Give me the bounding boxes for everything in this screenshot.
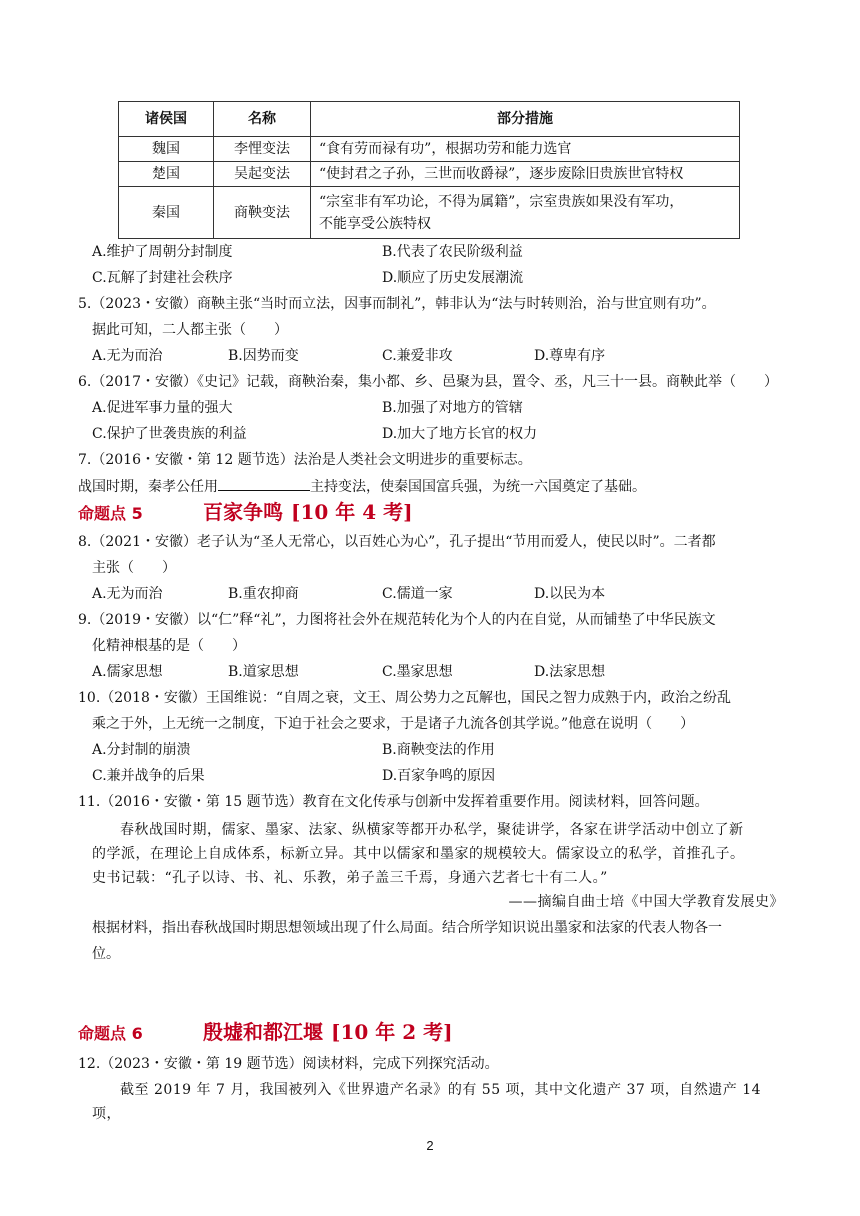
option-c: C.兼并战争的后果 bbox=[92, 768, 205, 784]
measure-cell bbox=[311, 187, 740, 239]
option-b: B.因势而变 bbox=[228, 348, 299, 364]
option-d: D.百家争鸣的原因 bbox=[382, 768, 496, 784]
option-a: A.分封制的崩溃 bbox=[92, 742, 191, 758]
question-9-text: 9.（2019・安徽）以“仁”释“礼”，力图将社会外在规范转化为个人的内在自觉，从而铺垫了中华民族文 bbox=[78, 612, 716, 628]
section-label: 命题点 6 bbox=[78, 1024, 143, 1043]
option-b: B.重农抑商 bbox=[228, 586, 299, 602]
section-count: [10 年 2 考] bbox=[331, 1020, 453, 1044]
question-5-text: 据此可知，二人都主张（ ） bbox=[92, 322, 288, 338]
page-number: 2 bbox=[426, 1138, 434, 1153]
state-cell: 魏国 bbox=[119, 137, 214, 162]
section-label: 命题点 5 bbox=[78, 504, 143, 523]
question-8-text: 主张（ ） bbox=[92, 560, 176, 576]
option-d: D.尊卑有序 bbox=[534, 348, 606, 364]
answer-blank[interactable] bbox=[218, 476, 310, 491]
option-a: A.无为而治 bbox=[92, 586, 163, 602]
material-line: 春秋战国时期，儒家、墨家、法家、纵横家等都开办私学，聚徒讲学，各家在讲学活动中创立了新 bbox=[120, 822, 744, 838]
question-11-text: 位。 bbox=[92, 946, 120, 962]
reform-table bbox=[118, 101, 740, 239]
table-row bbox=[119, 187, 740, 239]
measure-line: 不能享受公族特权 bbox=[319, 215, 431, 232]
question-7-fill bbox=[78, 476, 646, 497]
question-11-text: 根据材料，指出春秋战国时期思想领域出现了什么局面。结合所学知识说出墨家和法家的代表人物各一 bbox=[92, 920, 722, 936]
section-count: [10 年 4 考] bbox=[291, 500, 413, 524]
measure-line: “宗室非有军功论，不得为属籍”，宗室贵族如果没有军功， bbox=[319, 193, 684, 210]
question-10-text: 10.（2018・安徽）王国维说：“自周之衰，文王、周公势力之瓦解也，国民之智力成熟于内，政治之纷乱 bbox=[78, 690, 732, 706]
option-c: C.瓦解了封建社会秩序 bbox=[92, 270, 233, 286]
table-header: 名称 bbox=[214, 102, 311, 137]
material-passage bbox=[92, 1078, 784, 1126]
question-11-text: 11.（2016・安徽・第 15 题节选）教育在文化传承与创新中发挥着重要作用。阅读材料，回答问题。 bbox=[78, 794, 709, 810]
option-a: A.儒家思想 bbox=[92, 664, 163, 680]
question-7-text: 主持变法，使秦国国富兵强，为统一六国奠定了基础。 bbox=[310, 479, 646, 495]
table-header: 部分措施 bbox=[311, 102, 740, 137]
option-d: D.顺应了历史发展潮流 bbox=[382, 270, 524, 286]
question-10-text: 乘之于外，上无统一之制度，下迫于社会之要求，于是诸子九流各创其学说。”他意在说明（ ） bbox=[92, 716, 695, 732]
section-heading-6 bbox=[78, 1018, 453, 1049]
material-passage bbox=[92, 818, 784, 914]
material-source: ——摘编自曲士培《中国大学教育发展史》 bbox=[508, 894, 784, 910]
option-d: D.法家思想 bbox=[534, 664, 606, 680]
option-c: C.保护了世袭贵族的利益 bbox=[92, 426, 247, 442]
option-c: C.儒道一家 bbox=[382, 586, 453, 602]
option-d: D.加大了地方长官的权力 bbox=[382, 426, 538, 442]
option-a: A.促进军事力量的强大 bbox=[92, 400, 233, 416]
option-b: B.道家思想 bbox=[228, 664, 299, 680]
question-8-text: 8.（2021・安徽）老子认为“圣人无常心，以百姓心为心”，孔子提出“节用而爱人，使民以时”。二者都 bbox=[78, 534, 716, 550]
state-cell: 秦国 bbox=[119, 187, 214, 239]
option-b: B.商鞅变法的作用 bbox=[382, 742, 495, 758]
option-d: D.以民为本 bbox=[534, 586, 606, 602]
material-line: 截至 2019 年 7 月，我国被列入《世界遗产名录》的有 55 项，其中文化遗产 37 项，自然遗产 14 项， bbox=[92, 1082, 762, 1122]
question-12-text: 12.（2023・安徽・第 19 题节选）阅读材料，完成下列探究活动。 bbox=[78, 1056, 499, 1072]
option-a: A.维护了周朝分封制度 bbox=[92, 244, 233, 260]
question-5-text: 5.（2023・安徽）商鞅主张“当时而立法，因事而制礼”，韩非认为“法与时转则治，治与世宜则有功”。 bbox=[78, 296, 716, 312]
measure-cell: “食有劳而禄有功”，根据功劳和能力选官 bbox=[311, 137, 740, 162]
question-7-text: 7.（2016・安徽・第 12 题节选）法治是人类社会文明进步的重要标志。 bbox=[78, 452, 532, 468]
table-row bbox=[119, 137, 740, 162]
option-a: A.无为而治 bbox=[92, 348, 163, 364]
section-name: 殷墟和都江堰 bbox=[203, 1020, 323, 1044]
section-heading-5 bbox=[78, 498, 413, 529]
table-header: 诸侯国 bbox=[119, 102, 214, 137]
option-b: B.加强了对地方的管辖 bbox=[382, 400, 523, 416]
material-line: 的学派，在理论上自成体系，标新立异。其中以儒家和墨家的规模较大。儒家设立的私学，首推孔子。 bbox=[92, 846, 745, 862]
question-9-text: 化精神根基的是（ ） bbox=[92, 638, 246, 654]
reform-name-cell: 吴起变法 bbox=[214, 162, 311, 187]
section-name: 百家争鸣 bbox=[203, 500, 283, 524]
question-6-text: 6.（2017・安徽）《史记》记载，商鞅治秦，集小都、乡、邑聚为县，置令、丞，凡三十一县。商鞅此举（ ） bbox=[78, 374, 778, 390]
reform-name-cell: 李悝变法 bbox=[214, 137, 311, 162]
table-header-row bbox=[119, 102, 740, 137]
reform-name-cell: 商鞅变法 bbox=[214, 187, 311, 239]
question-7-text: 战国时期，秦孝公任用 bbox=[78, 479, 218, 495]
option-b: B.代表了农民阶级利益 bbox=[382, 244, 523, 260]
state-cell: 楚国 bbox=[119, 162, 214, 187]
option-c: C.墨家思想 bbox=[382, 664, 453, 680]
material-line: 史书记载：“孔子以诗、书、礼、乐教，弟子盖三千焉，身通六艺者七十有二人。” bbox=[92, 870, 608, 886]
measure-cell: “使封君之子孙，三世而收爵禄”，逐步废除旧贵族世官特权 bbox=[311, 162, 740, 187]
table-row bbox=[119, 162, 740, 187]
option-c: C.兼爱非攻 bbox=[382, 348, 453, 364]
